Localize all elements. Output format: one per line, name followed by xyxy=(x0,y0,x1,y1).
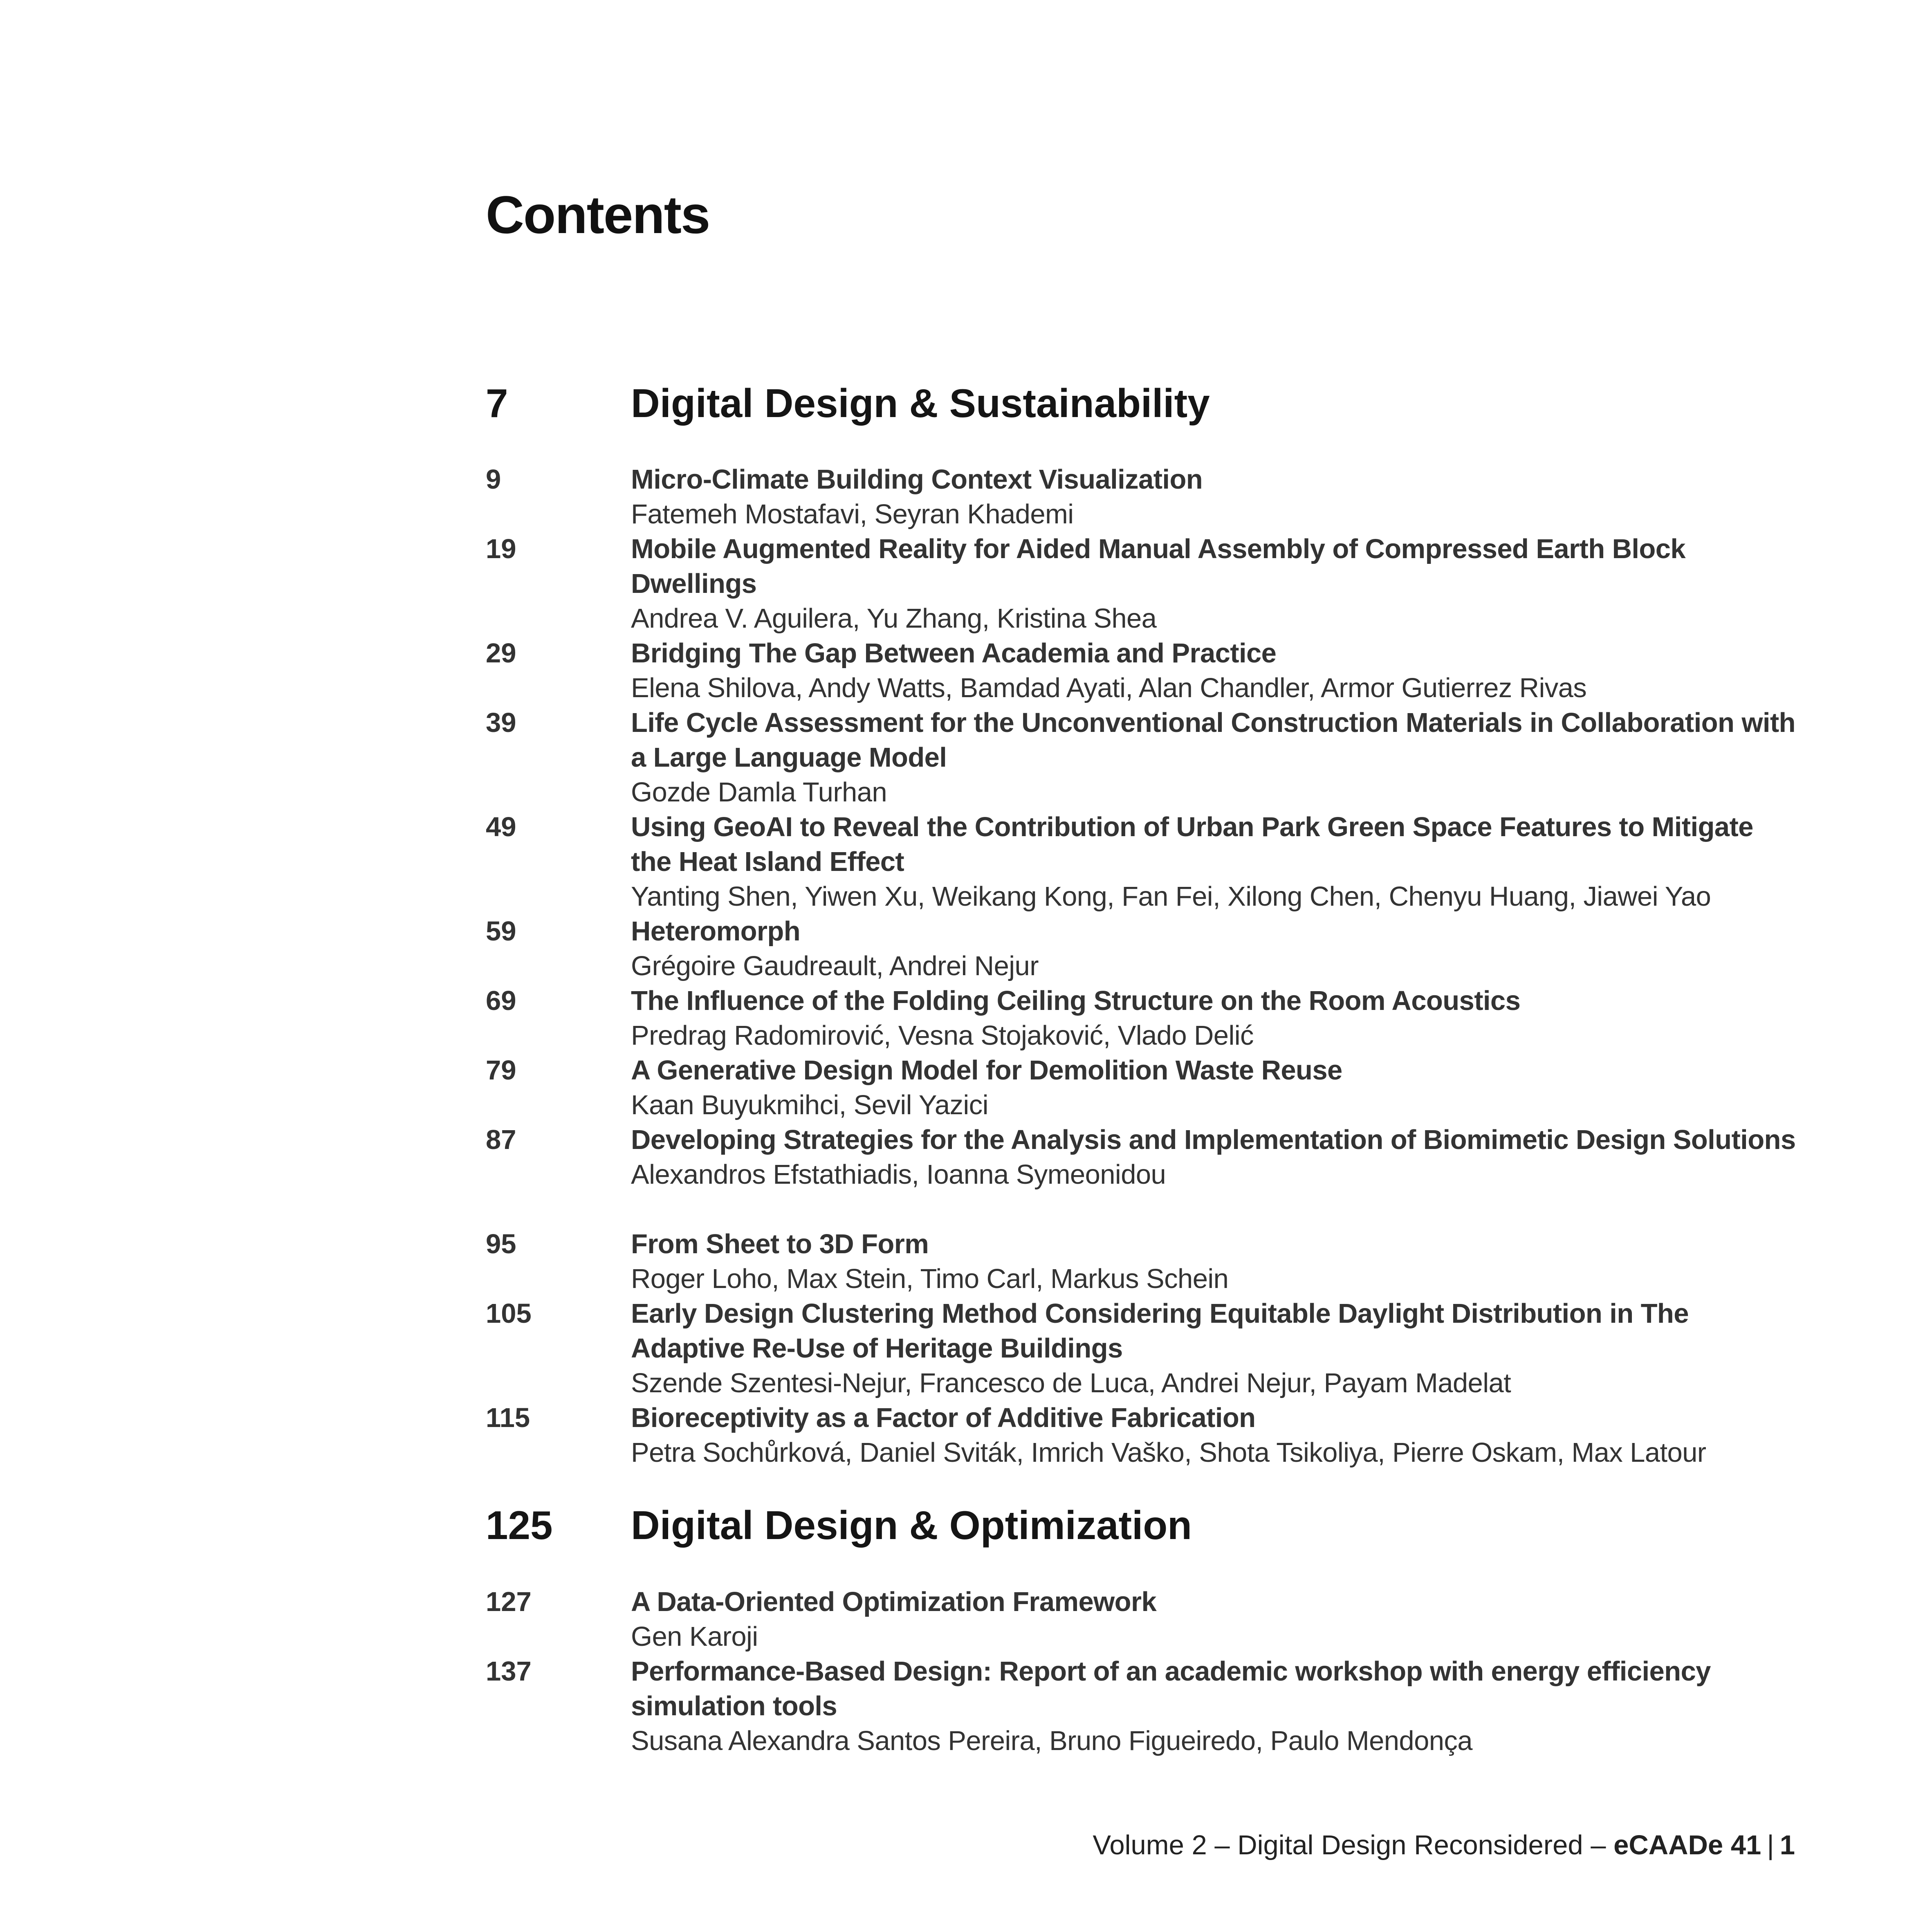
entry-title: Bioreceptivity as a Factor of Additive Fabrication xyxy=(631,1402,1256,1433)
entry-title: Performance-Based Design: Report of an academic workshop with energy efficiency simulation tools xyxy=(631,1656,1711,1721)
section-title: Digital Design & Sustainability xyxy=(631,381,1210,426)
entry-authors: Petra Sochůrková, Daniel Sviták, Imrich Vaško, Shota Tsikoliya, Pierre Oskam, Max Latour xyxy=(631,1437,1706,1468)
entry-title: A Generative Design Model for Demolition Waste Reuse xyxy=(631,1055,1342,1086)
page-footer xyxy=(1093,1828,1795,1862)
entry-authors: Roger Loho, Max Stein, Timo Carl, Markus Schein xyxy=(631,1263,1229,1294)
section-heading xyxy=(486,1501,1794,1550)
entry-page-number: 137 xyxy=(486,1656,532,1687)
entry-page-number: 79 xyxy=(486,1055,516,1086)
footer-separator: | xyxy=(1767,1830,1774,1860)
entry-authors: Fatemeh Mostafavi, Seyran Khademi xyxy=(631,499,1074,530)
entry-authors: Kaan Buyukmihci, Sevil Yazici xyxy=(631,1090,988,1120)
footer-conference: eCAADe 41 xyxy=(1613,1830,1761,1860)
entry-authors: Andrea V. Aguilera, Yu Zhang, Kristina Shea xyxy=(631,603,1157,634)
entry-page-number: 9 xyxy=(486,464,501,495)
entry-authors: Szende Szentesi-Nejur, Francesco de Luca, Andrei Nejur, Payam Madelat xyxy=(631,1368,1511,1398)
entry-page-number: 49 xyxy=(486,812,516,842)
entry-title: Bridging The Gap Between Academia and Practice xyxy=(631,638,1277,669)
entry-page-number: 127 xyxy=(486,1586,532,1617)
entry-authors: Gen Karoji xyxy=(631,1621,758,1652)
entry-page-number: 105 xyxy=(486,1298,532,1329)
entry-authors: Grégoire Gaudreault, Andrei Nejur xyxy=(631,951,1039,981)
section-page-number: 125 xyxy=(486,1503,553,1548)
footer-volume: Volume 2 – Digital Design Reconsidered – xyxy=(1093,1830,1614,1860)
entry-page-number: 115 xyxy=(486,1402,530,1433)
entry-page-number: 87 xyxy=(486,1124,516,1155)
section-heading xyxy=(486,379,1794,428)
entry-title: From Sheet to 3D Form xyxy=(631,1229,929,1259)
entry-title: A Data-Oriented Optimization Framework xyxy=(631,1586,1157,1617)
entry-authors: Elena Shilova, Andy Watts, Bamdad Ayati, Alan Chandler, Armor Gutierrez Rivas xyxy=(631,673,1587,703)
entry-authors: Yanting Shen, Yiwen Xu, Weikang Kong, Fan Fei, Xilong Chen, Chenyu Huang, Jiawei Yao xyxy=(631,881,1711,912)
entry-title: Early Design Clustering Method Considering Equitable Daylight Distribution in The Adaptive Re-Use of Heritage Buildings xyxy=(631,1298,1689,1364)
page-title: Contents xyxy=(486,185,710,245)
entry-title: The Influence of the Folding Ceiling Structure on the Room Acoustics xyxy=(631,985,1521,1016)
entry-authors: Alexandros Efstathiadis, Ioanna Symeonidou xyxy=(631,1159,1166,1190)
entry-page-number: 19 xyxy=(486,534,516,564)
entry-authors: Predrag Radomirović, Vesna Stojaković, Vlado Delić xyxy=(631,1020,1254,1051)
entry-page-number: 69 xyxy=(486,985,516,1016)
entry-title: Heteromorph xyxy=(631,916,801,947)
entry-title: Micro-Climate Building Context Visualization xyxy=(631,464,1203,495)
section-title: Digital Design & Optimization xyxy=(631,1503,1192,1548)
footer-page-number: 1 xyxy=(1779,1830,1795,1860)
entry-page-number: 59 xyxy=(486,916,516,947)
entry-page-number: 29 xyxy=(486,638,516,669)
entry-title: Developing Strategies for the Analysis and Implementation of Biomimetic Design Solutions xyxy=(631,1124,1796,1155)
table-of-contents xyxy=(486,0,1794,1932)
entry-page-number: 39 xyxy=(486,707,516,738)
entry-page-number: 95 xyxy=(486,1229,516,1259)
entry-authors: Susana Alexandra Santos Pereira, Bruno Figueiredo, Paulo Mendonça xyxy=(631,1726,1472,1756)
entry-title: Mobile Augmented Reality for Aided Manual Assembly of Compressed Earth Block Dwellings xyxy=(631,534,1686,599)
entry-title: Using GeoAI to Reveal the Contribution of Urban Park Green Space Features to Mitigate the Heat Island Effect xyxy=(631,812,1753,877)
section-page-number: 7 xyxy=(486,381,508,426)
entry-authors: Gozde Damla Turhan xyxy=(631,777,887,808)
entry-title: Life Cycle Assessment for the Unconventional Construction Materials in Collaboration with a Large Language Model xyxy=(631,707,1795,773)
